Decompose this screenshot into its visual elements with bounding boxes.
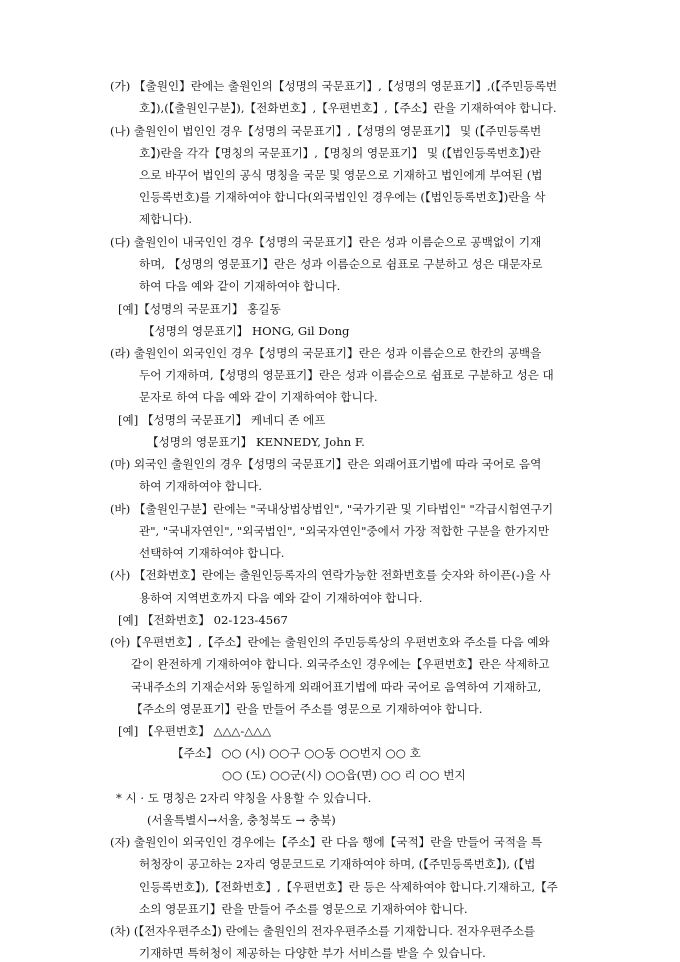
example-sa-line-1: [예] 【전화번호】 02-123-4567 bbox=[118, 613, 288, 627]
item-a-line-2: 같이 완전하게 기재하여야 합니다. 외국주소인 경우에는【우편번호】란은 삭제하고 bbox=[131, 657, 550, 671]
example-da-line-1: [예]【성명의 국문표기】 홍길동 bbox=[118, 302, 281, 316]
item-ja-line-4: 소의 영문표기】란을 만들어 주소를 영문으로 기재하여야 합니다. bbox=[139, 902, 468, 916]
item-cha-line-1: (차) (【전자우편주소】) 란에는 출원인의 전자우편주소를 기재합니다. 전자우편주소를 bbox=[110, 924, 536, 938]
item-ma-line-2: 하여 기재하여야 합니다. bbox=[139, 479, 263, 493]
item-na-line-5: 제합니다). bbox=[139, 212, 193, 226]
item-na-line-4: 인등록번호)를 기재하여야 합니다(외국법인인 경우에는 (【법인등록번호】)란을 삭 bbox=[139, 190, 546, 204]
item-ra-line-3: 문자로 하여 다음 예와 같이 기재하여야 합니다. bbox=[139, 390, 378, 404]
example-a-line-3: ○○ (도) ○○군(시) ○○읍(면) ○○ 리 ○○ 번지 bbox=[222, 768, 466, 782]
item-ga-line-1: (가) 【출원인】란에는 출원인의【성명의 국문표기】,【성명의 영문표기】,(【주민등록번 bbox=[110, 79, 558, 93]
item-ba-line-2: 관", "국내자연인", "외국법인", "외국자연인"중에서 가장 적합한 구분을 한가지만 bbox=[139, 524, 550, 538]
example-ra-line-1: [예] 【성명의 국문표기】 케네디 존 에프 bbox=[118, 413, 326, 427]
item-ba-line-3: 선택하여 기재하여야 합니다. bbox=[139, 546, 285, 560]
example-ra-line-2: 【성명의 영문표기】 KENNEDY, John F. bbox=[147, 435, 365, 449]
item-ra-line-1: (라) 출원인이 외국인인 경우【성명의 국문표기】란은 성과 이름순으로 한칸의 공백을 bbox=[110, 346, 542, 360]
example-da-line-2: 【성명의 영문표기】 HONG, Gil Dong bbox=[143, 324, 350, 338]
item-cha-line-2: 기재하면 특허청이 제공하는 다양한 부가 서비스를 받을 수 있습니다. bbox=[139, 946, 486, 960]
item-ja-line-1: (자) 출원인이 외국인인 경우에는【주소】란 다음 행에【국적】란을 만들어 국적을 특 bbox=[110, 835, 543, 849]
example-a-line-2: 【주소】 ○○ (시) ○○구 ○○동 ○○번지 ○○ 호 bbox=[172, 746, 421, 760]
note-line-2: (서울특별시→서울, 충청북도 → 충북) bbox=[147, 813, 336, 827]
item-ra-line-2: 두어 기재하며,【성명의 영문표기】란은 성과 이름순으로 쉼표로 구분하고 성은 대 bbox=[139, 368, 554, 382]
item-a-line-1: (아)【우편번호】,【주소】란에는 출원인의 주민등록상의 우편번호와 주소를 다음 예와 bbox=[110, 635, 550, 649]
item-ja-line-2: 허청장이 공고하는 2자리 영문코드로 기재하여야 하며, (【주민등록번호】), (【법 bbox=[139, 857, 536, 871]
item-a-line-3: 국내주소의 기재순서와 동일하게 외래어표기법에 따라 국어로 음역하여 기재하고, bbox=[131, 680, 542, 694]
item-ma-line-1: (마) 외국인 출원인의 경우【성명의 국문표기】란은 외래어표기법에 따라 국어로 음역 bbox=[110, 457, 542, 471]
item-ba-line-1: (바) 【출원인구분】란에는 "국내상법상법인", "국가기관 및 기타법인" "각급시험연구기 bbox=[110, 502, 554, 516]
item-da-line-3: 하여 다음 예와 같이 기재하여야 합니다. bbox=[139, 279, 341, 293]
item-na-line-2: 호】)란을 각각【명칭의 국문표기】,【명칭의 영문표기】 및 (【법인등록번호】)란 bbox=[139, 146, 541, 160]
item-ga-line-2: 호】),(【출원인구분】),【전화번호】,【우편번호】,【주소】란을 기재하여야 합니다. bbox=[139, 101, 557, 115]
item-a-line-4: 【주소의 영문표기】란을 만들어 주소를 영문으로 기재하여야 합니다. bbox=[131, 702, 483, 716]
example-a-line-1: [예] 【우편번호】 △△△-△△△ bbox=[118, 724, 272, 738]
item-na-line-3: 으로 바꾸어 법인의 공식 명칭을 국문 및 영문으로 기재하고 법인에게 부여된 (법 bbox=[139, 168, 543, 182]
item-sa-line-1: (사) 【전화번호】란에는 출원인등록자의 연락가능한 전화번호를 숫자와 하이픈(-)을 사 bbox=[110, 568, 551, 582]
item-na-line-1: (나) 출원인이 법인인 경우【성명의 국문표기】,【성명의 영문표기】 및 (【주민등록번 bbox=[110, 124, 542, 138]
item-da-line-1: (다) 출원인이 내국인인 경우【성명의 국문표기】란은 성과 이름순으로 공백없이 기재 bbox=[110, 235, 542, 249]
item-ja-line-3: 인등록번호】),【전화번호】,【우편번호】란 등은 삭제하여야 합니다.기재하고,【주 bbox=[139, 880, 558, 894]
item-da-line-2: 하며, 【성명의 영문표기】란은 성과 이름순으로 쉼표로 구분하고 성은 대문자로 bbox=[139, 257, 543, 271]
item-sa-line-2: 용하여 지역번호까지 다음 예와 같이 기재하여야 합니다. bbox=[139, 591, 423, 605]
note-line-1: * 시 · 도 명칭은 2자리 약칭을 사용할 수 있습니다. bbox=[116, 791, 372, 805]
